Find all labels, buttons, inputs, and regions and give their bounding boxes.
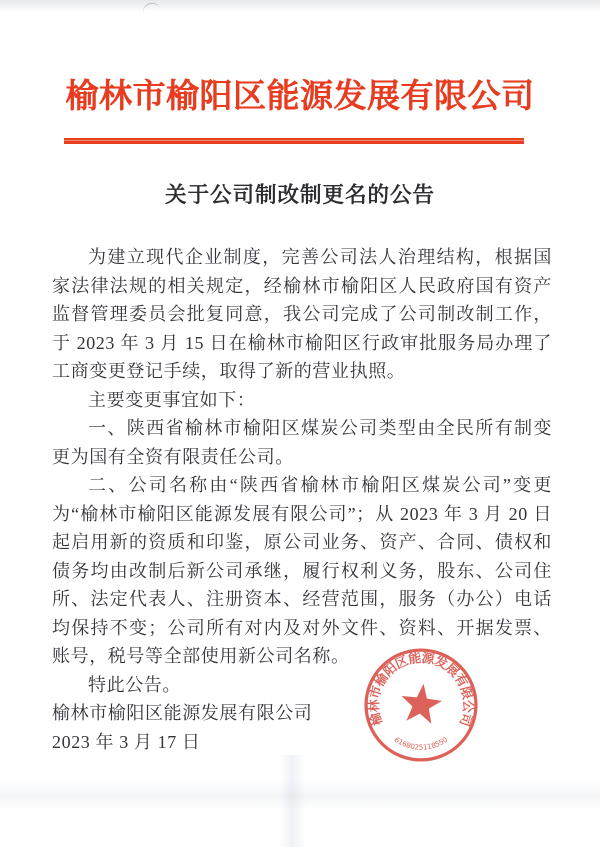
scan-edge-shadow-top [0, 0, 600, 12]
paragraph: 二、公司名称由“陕西省榆林市榆阳区煤炭公司”变更为“榆林市榆阳区能源发展有限公司”；从 2023 年 3 月 20 日起启用新的资质和印鉴，原公司业务、资产、合同、债权和债务均由改制后新公司承继，履行权利义务，股东、公司住所、法定代表人、注册资本、经营范围，服务（办公）电话均保持不变；公司所有对内及对外文件、资料、开据发票、账号，税号等全部使用新公司名称。 [52, 475, 552, 666]
company-seal [362, 646, 480, 764]
paragraph: 一、陕西省榆林市榆阳区煤炭公司类型由全民所有制变更为国有全资有限责任公司。 [52, 418, 552, 467]
scan-crease-line [280, 755, 306, 847]
seal-star-icon [399, 681, 444, 724]
paragraph: 为建立现代企业制度，完善公司法人治理结构，根据国家法律法规的相关规定，经榆林市榆阳区人民政府国有资产监督管理委员会批复同意，我公司完成了公司制改制工作，于 2023 年 3 月 15 日在榆林市榆阳区行政审批服务局办理了工商变更登记手续，取得了新的营业执照。 [52, 247, 552, 381]
pen-scratch-mark [141, 1, 161, 14]
signature-date: 2023 年 3 月 17 日 [52, 731, 201, 752]
paragraph: 特此公告。 [88, 674, 181, 695]
scan-edge-shadow-bottom [0, 780, 600, 810]
seal-ring-text: 榆林市榆阳区能源发展有限公司 [367, 650, 475, 728]
svg-text:6168025118550 [393, 735, 450, 752]
paragraph: 主要变更事宜如下： [88, 389, 256, 410]
letterhead-company-name: 榆林市榆阳区能源发展有限公司 [65, 79, 535, 115]
letterhead-divider-rule [64, 138, 524, 144]
signature-company-name: 榆林市榆阳区能源发展有限公司 [52, 703, 313, 723]
svg-text:榆林市榆阳区能源发展有限公司 [366, 650, 475, 728]
seal-serial-number: 6168025118550 [392, 734, 450, 752]
notice-title: 关于公司制改制更名的公告 [164, 183, 435, 207]
